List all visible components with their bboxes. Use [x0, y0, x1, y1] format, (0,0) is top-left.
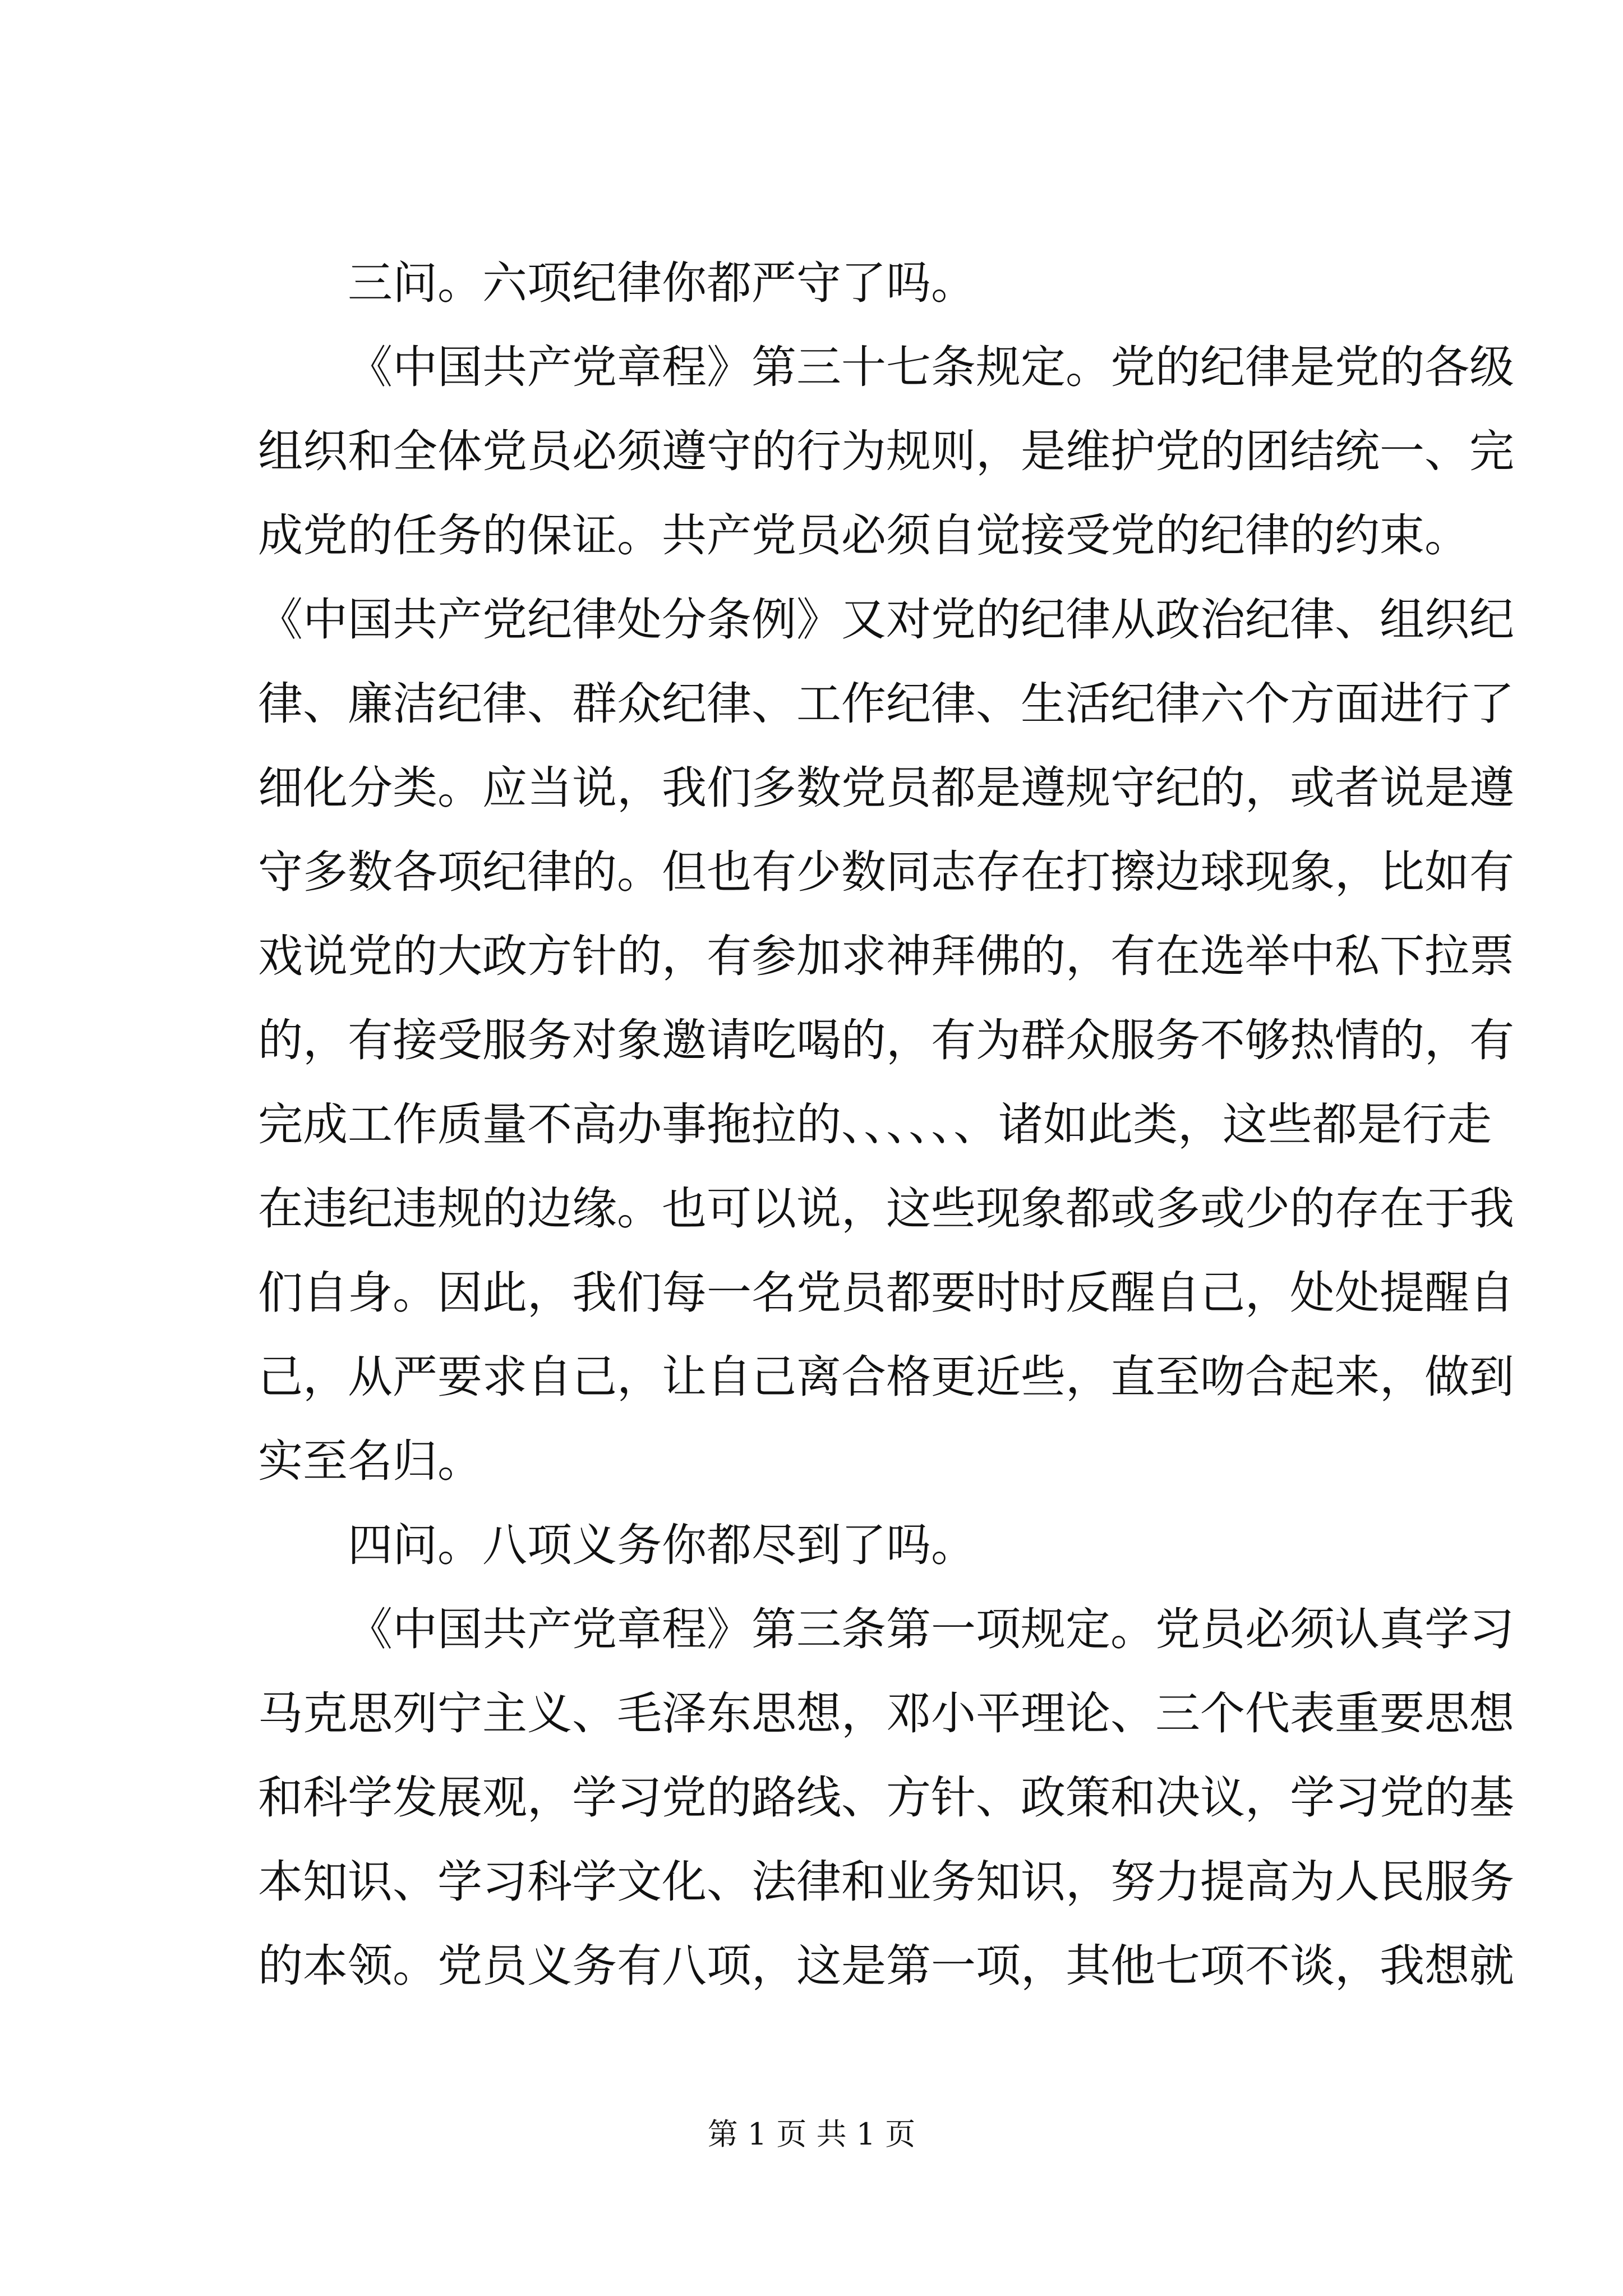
paragraph-line: 成党的任务的保证。共产党员必须自觉接受党的纪律的约束。 — [258, 509, 1469, 562]
paragraph-line: 的本领。党员义务有八项，这是第一项，其他七项不谈，我想就 — [258, 1940, 1514, 1992]
paragraph-line: 完成工作质量不高办事拖拉的、、、、、、诸如此类，这些都是行走 — [258, 1098, 1492, 1151]
paragraph-line: 律、廉洁纪律、群众纪律、工作纪律、生活纪律六个方面进行了 — [258, 678, 1514, 730]
paragraph-line: 己，从严要求自己，让自己离合格更近些，直至吻合起来，做到 — [258, 1351, 1514, 1403]
heading-question-three: 三问。六项纪律你都严守了吗。 — [348, 257, 976, 309]
paragraph-line: 戏说党的大政方针的，有参加求神拜佛的，有在选举中私下拉票 — [258, 930, 1514, 982]
paragraph-line: 马克思列宁主义、毛泽东思想，邓小平理论、三个代表重要思想 — [258, 1687, 1514, 1740]
paragraph-line: 实至名归。 — [258, 1435, 482, 1487]
paragraph-line: 守多数各项纪律的。但也有少数同志存在打擦边球现象，比如有 — [258, 846, 1514, 898]
paragraph-line: 《中国共产党章程》第三十七条规定。党的纪律是党的各级 — [348, 341, 1514, 393]
paragraph-line: 《中国共产党纪律处分条例》又对党的纪律从政治纪律、组织纪 — [258, 593, 1514, 646]
paragraph-line: 本知识、学习科学文化、法律和业务知识，努力提高为人民服务 — [258, 1856, 1514, 1908]
page-number-footer: 第 1 页 共 1 页 — [707, 2116, 916, 2152]
paragraph-line: 在违纪违规的边缘。也可以说，这些现象都或多或少的存在于我 — [258, 1182, 1514, 1235]
paragraph-line: 的，有接受服务对象邀请吃喝的，有为群众服务不够热情的，有 — [258, 1014, 1514, 1066]
paragraph-line: 和科学发展观，学习党的路线、方针、政策和决议，学习党的基 — [258, 1772, 1514, 1824]
heading-question-four: 四问。八项义务你都尽到了吗。 — [348, 1519, 976, 1571]
paragraph-line: 组织和全体党员必须遵守的行为规则，是维护党的团结统一、完 — [258, 425, 1514, 477]
paragraph-line: 《中国共产党章程》第三条第一项规定。党员必须认真学习 — [348, 1603, 1514, 1655]
paragraph-line: 细化分类。应当说，我们多数党员都是遵规守纪的，或者说是遵 — [258, 762, 1514, 814]
paragraph-line: 们自身。因此，我们每一名党员都要时时反醒自己，处处提醒自 — [258, 1267, 1514, 1319]
